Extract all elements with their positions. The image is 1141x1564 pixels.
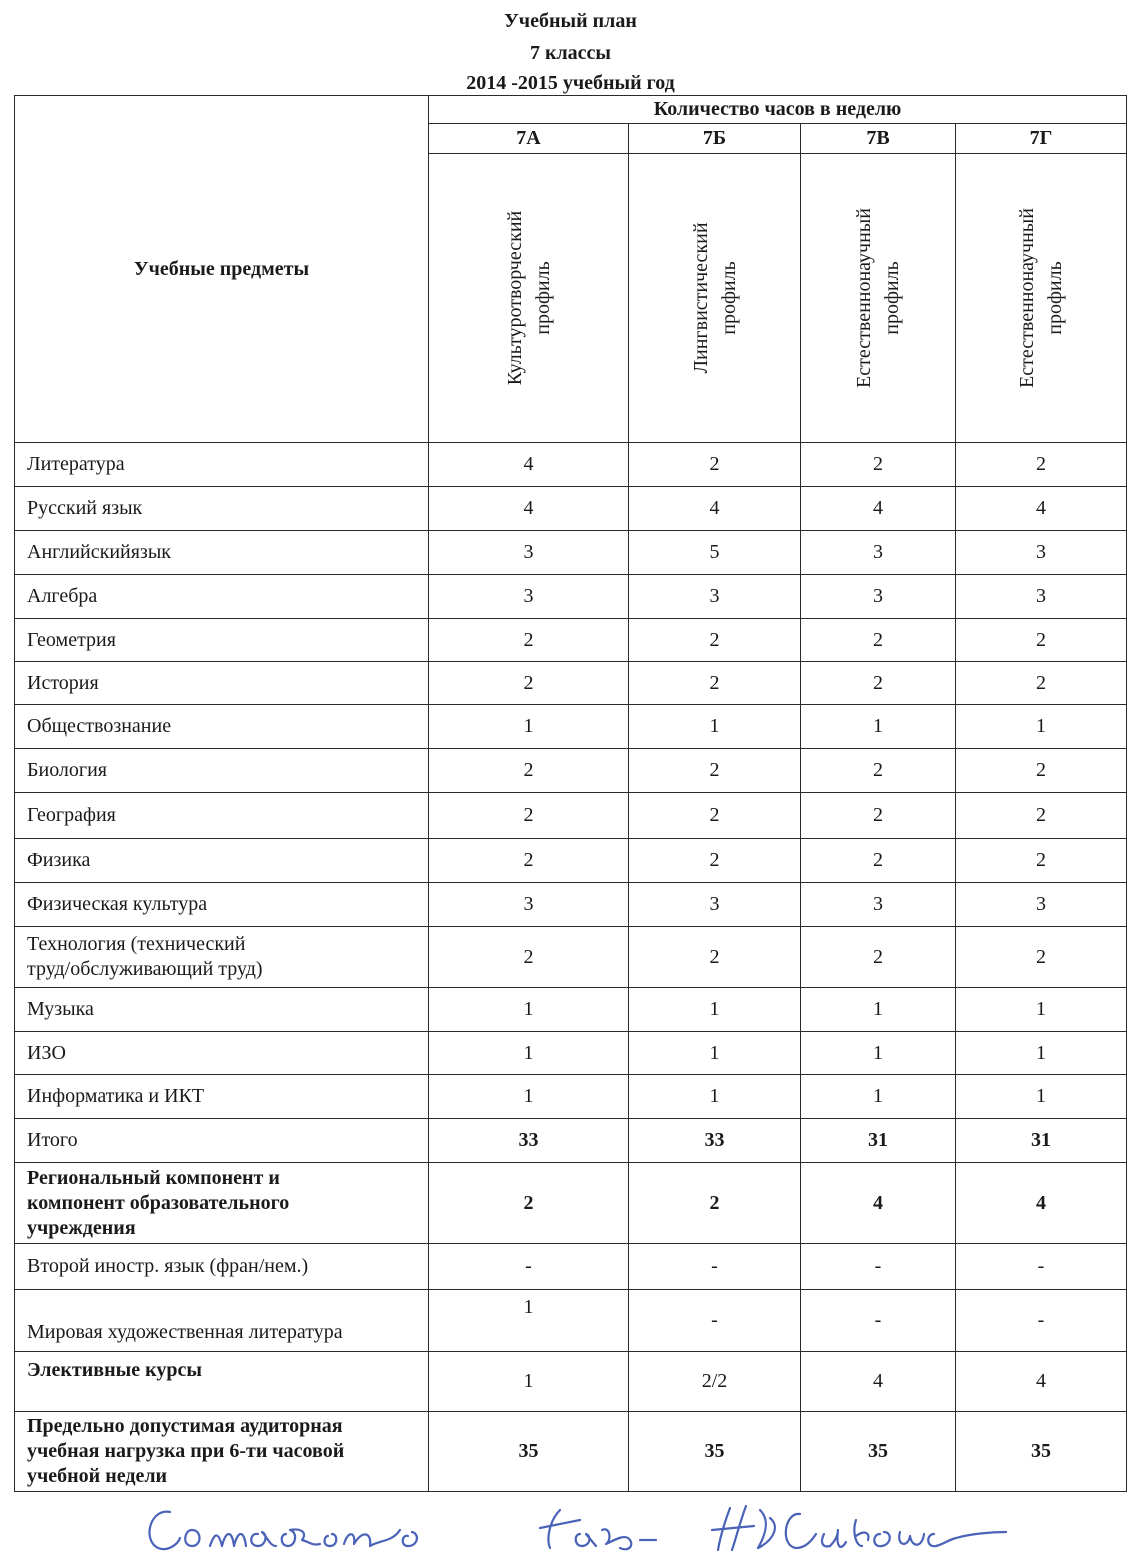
table-row — [15, 1412, 1127, 1492]
value-cell: 1 — [429, 1290, 629, 1352]
value-cell: 2 — [956, 927, 1127, 988]
value-cell: 3 — [956, 531, 1127, 575]
value-cell: 4 — [956, 1352, 1127, 1412]
hours-header: Количество часов в неделю — [429, 96, 1127, 124]
value-cell: 1 — [429, 988, 629, 1032]
profile-7g-line2: профиль — [1044, 261, 1067, 335]
table-row — [15, 839, 1127, 883]
table-row — [15, 662, 1127, 705]
value-cell: 1 — [429, 1352, 629, 1412]
value-cell: 33 — [629, 1119, 801, 1163]
value-cell: 2 — [429, 1163, 629, 1244]
value-cell: 35 — [801, 1412, 956, 1492]
value-cell: 2 — [429, 662, 629, 705]
value-cell: 2 — [629, 1163, 801, 1244]
value-cell: 2 — [801, 839, 956, 883]
subject-line: компонент образовательного — [27, 1191, 290, 1214]
profile-7b-line2: профиль — [717, 261, 740, 335]
subject-cell: История — [15, 662, 429, 705]
table-row — [15, 1244, 1127, 1290]
value-cell: 31 — [801, 1119, 956, 1163]
curriculum-table — [14, 95, 1127, 1492]
value-cell: 4 — [956, 1163, 1127, 1244]
value-cell: 1 — [956, 1075, 1127, 1119]
subject-line: Предельно допустимая аудиторная — [27, 1415, 343, 1437]
value-cell: 2 — [429, 619, 629, 662]
value-cell: 4 — [801, 487, 956, 531]
subject-cell: Физическая культура — [15, 883, 429, 927]
value-cell: 2/2 — [629, 1352, 801, 1412]
value-cell: 2 — [956, 793, 1127, 839]
profile-7g-line1: Естественнонаучный — [1016, 208, 1039, 388]
subject-cell — [15, 1412, 429, 1492]
value-cell: 3 — [801, 575, 956, 619]
table-row — [15, 1290, 1127, 1352]
value-cell: 1 — [801, 1032, 956, 1075]
value-cell: 1 — [629, 988, 801, 1032]
value-cell: 1 — [801, 988, 956, 1032]
value-cell: - — [629, 1244, 801, 1290]
value-cell: 2 — [801, 619, 956, 662]
value-cell: 2 — [429, 793, 629, 839]
value-cell: 2 — [629, 839, 801, 883]
value-cell: 2 — [801, 662, 956, 705]
value-cell: 2 — [801, 793, 956, 839]
value-cell: 2 — [629, 793, 801, 839]
value-cell: 3 — [801, 531, 956, 575]
value-cell: 3 — [629, 575, 801, 619]
value-cell: 1 — [429, 1032, 629, 1075]
value-cell: 4 — [629, 487, 801, 531]
value-cell: 2 — [956, 839, 1127, 883]
table-row — [15, 1032, 1127, 1075]
value-cell: 1 — [629, 705, 801, 749]
value-cell: 2 — [956, 749, 1127, 793]
profile-7b-line1: Лингвистический — [689, 222, 712, 374]
subject-cell: Литература — [15, 443, 429, 487]
value-cell: 1 — [629, 1075, 801, 1119]
table-row — [15, 988, 1127, 1032]
value-cell: - — [956, 1244, 1127, 1290]
profile-7v-line2: профиль — [881, 261, 903, 335]
value-cell: 2 — [429, 927, 629, 988]
subject-cell — [15, 1163, 429, 1244]
subject-cell: Мировая художественная литература — [15, 1290, 429, 1352]
subject-cell: Обществознание — [15, 705, 429, 749]
subject-line: учебная нагрузка при 6-ти часовой — [27, 1440, 345, 1462]
subject-line: труд/обслуживающий труд) — [27, 958, 263, 980]
subject-cell: Музыка — [15, 988, 429, 1032]
table-row — [15, 705, 1127, 749]
value-cell: 1 — [429, 705, 629, 749]
profile-7v — [801, 154, 956, 443]
subject-cell: Элективные курсы — [15, 1352, 429, 1412]
value-cell: 4 — [429, 443, 629, 487]
class-7b-header: 7Б — [629, 124, 801, 154]
subject-line: Технология (технический — [27, 933, 246, 955]
value-cell: 5 — [629, 531, 801, 575]
school-year: 2014 -2015 учебный год — [466, 72, 675, 94]
value-cell: 4 — [801, 1163, 956, 1244]
subject-cell — [15, 927, 429, 988]
table-row — [15, 927, 1127, 988]
value-cell: 3 — [429, 575, 629, 619]
class-7v-header: 7В — [801, 124, 956, 154]
table-row — [15, 619, 1127, 662]
value-cell: 3 — [801, 883, 956, 927]
value-cell: 3 — [629, 883, 801, 927]
profile-7b — [629, 154, 801, 443]
value-cell: - — [629, 1290, 801, 1352]
value-cell: 1 — [956, 988, 1127, 1032]
value-cell: 1 — [429, 1075, 629, 1119]
class-7g-header: 7Г — [956, 124, 1127, 154]
table-row — [15, 749, 1127, 793]
profile-7a-line2: профиль — [531, 261, 554, 335]
subject-cell: Английскийязык — [15, 531, 429, 575]
profile-7g — [956, 154, 1127, 443]
value-cell: 3 — [429, 883, 629, 927]
subject-cell: Информатика и ИКТ — [15, 1075, 429, 1119]
subject-cell: ИЗО — [15, 1032, 429, 1075]
value-cell: - — [801, 1290, 956, 1352]
value-cell: 2 — [956, 619, 1127, 662]
value-cell: 3 — [956, 883, 1127, 927]
table-row — [15, 531, 1127, 575]
subjects-header: Учебные предметы — [15, 96, 429, 443]
profile-7v-line1: Естественнонаучный — [853, 208, 875, 388]
table-row — [15, 883, 1127, 927]
value-cell: 1 — [801, 1075, 956, 1119]
value-cell: - — [801, 1244, 956, 1290]
value-cell: 2 — [629, 619, 801, 662]
value-cell: 4 — [801, 1352, 956, 1412]
subject-line: учебной недели — [27, 1465, 168, 1487]
document-subtitle: 7 классы — [529, 42, 612, 64]
value-cell: 1 — [629, 1032, 801, 1075]
table-row — [15, 1075, 1127, 1119]
value-cell: 2 — [429, 839, 629, 883]
class-7a-header: 7А — [429, 124, 629, 154]
subject-cell: Геометрия — [15, 619, 429, 662]
value-cell: 2 — [429, 749, 629, 793]
table-row — [15, 487, 1127, 531]
profile-7a — [429, 154, 629, 443]
table-row — [15, 443, 1127, 487]
value-cell: 2 — [801, 749, 956, 793]
subject-cell: География — [15, 793, 429, 839]
table-row — [15, 1163, 1127, 1244]
value-cell: 2 — [629, 927, 801, 988]
subject-line: учреждения — [27, 1216, 136, 1239]
value-cell: 1 — [956, 705, 1127, 749]
value-cell: 1 — [956, 1032, 1127, 1075]
subject-cell: Биология — [15, 749, 429, 793]
value-cell: 2 — [801, 927, 956, 988]
subject-cell: Русский язык — [15, 487, 429, 531]
table-row — [15, 793, 1127, 839]
document-title: Учебный план — [504, 10, 637, 32]
subject-cell: Алгебра — [15, 575, 429, 619]
value-cell: 35 — [429, 1412, 629, 1492]
value-cell: 2 — [629, 749, 801, 793]
value-cell: 31 — [956, 1119, 1127, 1163]
value-cell: 4 — [956, 487, 1127, 531]
value-cell: 2 — [801, 443, 956, 487]
value-cell: 35 — [956, 1412, 1127, 1492]
value-cell: - — [956, 1290, 1127, 1352]
table-row — [15, 575, 1127, 619]
value-cell: 1 — [801, 705, 956, 749]
value-cell: 4 — [429, 487, 629, 531]
subject-cell: Физика — [15, 839, 429, 883]
value-cell: 3 — [956, 575, 1127, 619]
subject-cell: Второй иностр. язык (фран/нем.) — [15, 1244, 429, 1290]
value-cell: 3 — [429, 531, 629, 575]
handwritten-signatures — [140, 1490, 1040, 1560]
value-cell: 2 — [956, 443, 1127, 487]
table-row — [15, 1119, 1127, 1163]
value-cell: 2 — [629, 443, 801, 487]
value-cell: 2 — [629, 662, 801, 705]
profile-7a-line1: Культуротворческий — [503, 210, 526, 386]
subject-line: Региональный компонент и — [27, 1166, 280, 1189]
table-row — [15, 1352, 1127, 1412]
value-cell: 33 — [429, 1119, 629, 1163]
value-cell: - — [429, 1244, 629, 1290]
value-cell: 2 — [956, 662, 1127, 705]
subject-cell: Итого — [15, 1119, 429, 1163]
value-cell: 35 — [629, 1412, 801, 1492]
